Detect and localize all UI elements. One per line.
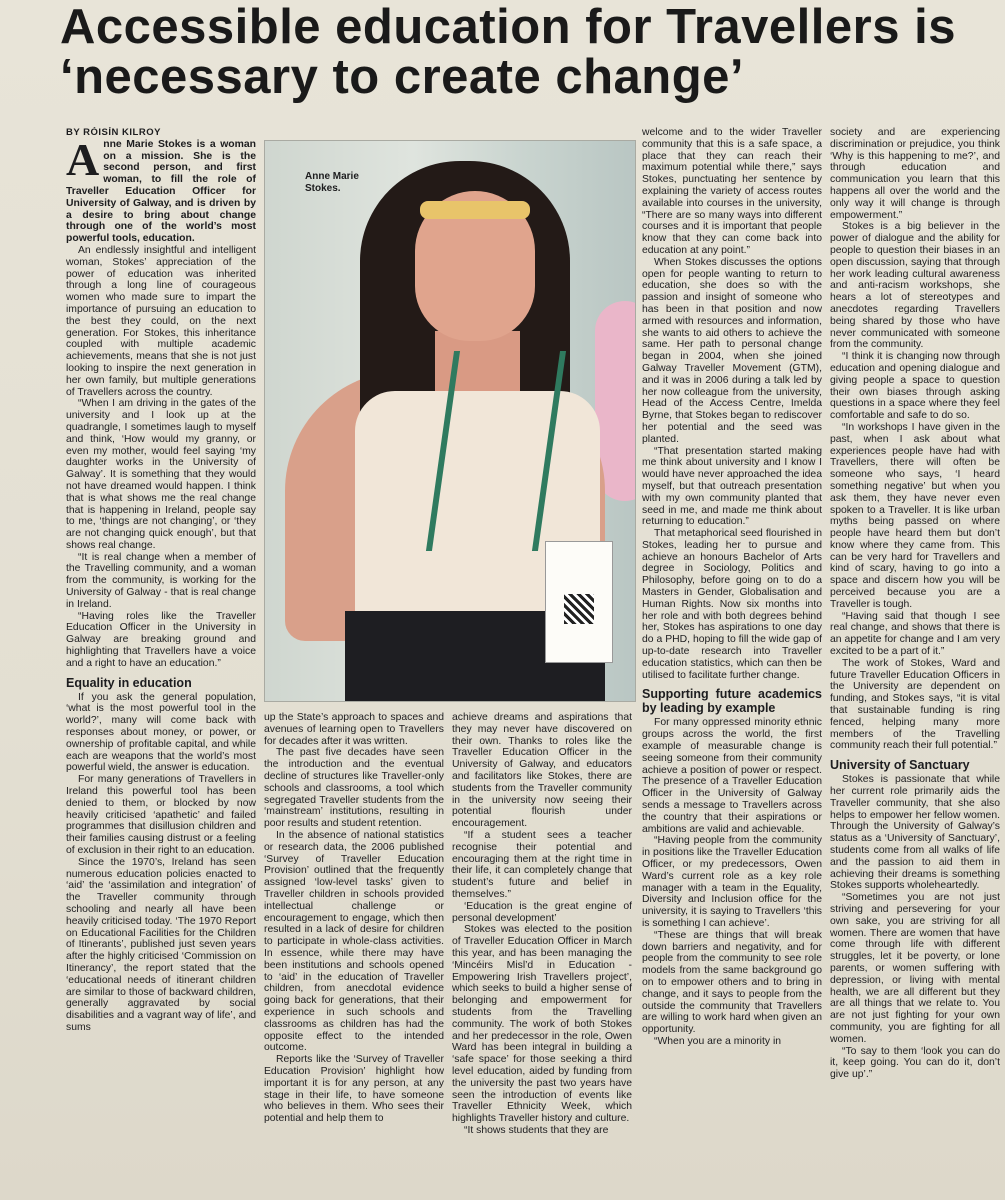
paragraph: “It is real change when a member of the Travelling community, and a woman from the community, is working for the University of Galway - that is real change in Ireland. <box>66 551 256 610</box>
lede-text: nne Marie Stokes is a woman on a mission. She is the second person, and first woman, to fill the role of Traveller Education Officer for University of Galway, and is driven by a desire to bring about change through one of the world’s most powerful tools, education. <box>66 138 256 245</box>
column-4 <box>830 127 1000 1195</box>
paragraph: society and are experiencing discrimination or prejudice, you think ‘Why is this happening to me?’, and through education and communication you learn that this happens all over the world and the only way it will change is through empowerment.” <box>830 127 1000 221</box>
paragraph: Reports like the ‘Survey of Traveller Education Provision’ highlight how important it is for any person, at any stage in their life, to have someone who believes in them. Who sees their potential and help them to <box>264 1054 444 1125</box>
paragraph: welcome and to the wider Traveller community that this is a safe space, a place that they can reach their maximum potential while there,” says Stokes, punctuating her sentence by explaining the variety of access routes available into courses in the university, “There are so many ways into different courses and it is important that people know that they can come back into education at any point.” <box>642 127 822 256</box>
paragraph: For many generations of Travellers in Ireland this powerful tool has been denied to them, or blocked by now heavily criticised ‘apathetic’ and failed programmes that disillusion children and their families causing distrust or a feeling of exclusion in their right to an education. <box>66 774 256 857</box>
qr-code-icon <box>564 594 594 624</box>
paragraph: ‘Education is the great engine of personal development’ <box>452 900 632 924</box>
paragraph: up the State’s approach to spaces and avenues of learning open to Travellers for decades after it was written. <box>264 712 444 747</box>
paragraph: Stokes is a big believer in the power of dialogue and the ability for people to question their biases in an open discussion, saying that through her work leading cultural awareness and anti-racism workshops, she hears a lot of stereotypes and anecdotes regarding Travellers being shared by those who have never communicated with someone from the community. <box>830 221 1000 351</box>
paragraph: “Having roles like the Traveller Education Officer in the University in Galway are breaking ground and highlighting that Travellers have a voice and a right to have an education.” <box>66 610 256 669</box>
column-3a <box>452 712 632 1196</box>
paragraph: “Sometimes you are not just striving and persevering for your own sake, you are striving for all women. There are women that have come through life with different struggles, let it be poverty, or lone parents, or women suffering with depression, or living with mental health, we are all different but they are all things that we relate to. You are not just fighting for your own community, you are fighting for all women. <box>830 892 1000 1045</box>
headline: Accessible education for Travellers is ‘necessary to create change’ <box>60 0 956 104</box>
paragraph: “I think it is changing now through education and opening dialogue and giving people a space to question their own biases through asking questions in a space where they feel comfortable and safe to do so. <box>830 351 1000 422</box>
column-2 <box>264 712 444 1196</box>
paragraph: An endlessly insightful and intelligent woman, Stokes’ appreciation of the power of education was inherited through a long line of courageous women who made sure to impart the importance of pursuing an education to the best they could, on the next generation. For Stokes, this inheritance coupled with multiple academic achievements, means that she is not just looking to inspire the next generation in her own family, but multiple generations of Travellers across the country. <box>66 244 256 398</box>
paragraph: The work of Stokes, Ward and future Traveller Education Officers in the University are dependent on funding, and Stokes says, “it is vital that sustainable funding is ring fenced, helping many more members of the Travelling community reach their full potential.” <box>830 657 1000 752</box>
paragraph: When Stokes discusses the options open for people wanting to return to education, she does so with the passion and insight of someone who has been in that position and now armed with resources and information, she wants to aid others to achieve the same. Her path to personal change began in 2004, when she joined Galway Traveller Movement (GTM), and it was in 2006 during a talk led by her now colleague from the university, Head of the Access Centre, Imelda Byrne, that Stokes began to rediscover her potential and the seed was planted. <box>642 256 822 445</box>
name-badge <box>545 541 613 663</box>
byline: BY RÓISÍN KILROY <box>66 127 161 138</box>
subheading-supporting: Supporting future academics by leading by example <box>642 687 822 716</box>
column-3 <box>642 127 822 1195</box>
paragraph: In the absence of national statistics or research data, the 2006 published ‘Survey of Traveller Education Provision’ outlined that the frequently assigned ‘low-level tasks’ given to Traveller children in schools provided intellectual challenge or encouragement to engage, which then resulted in a lack of desire for children to participate in whole-class activities. In essence, while there may have been institutions and schools opened to ‘aid’ in the education of Traveller children, from anecdotal evidence going back for generations, that their experience in such schools and classrooms as children has had the opposite effect to the intended outcome. <box>264 829 444 1054</box>
paragraph: “These are things that will break down barriers and negativity, and for people from the community to see role models from the same background go on to empower others and to bring in change, and it says to people from the outside the community that Travellers are willing to work hard when given an opportunity. <box>642 929 822 1036</box>
headband <box>420 201 530 219</box>
paragraph: achieve dreams and aspirations that they may never have discovered on their own. Thanks to roles like the Traveller Education Officer in the University of Galway, and educators and facilitators like Stokes, there are students from the Traveller community in the university now seeing their potential flourish under encouragement. <box>452 712 632 830</box>
drop-cap: A <box>66 133 100 185</box>
paragraph: For many oppressed minority ethnic groups across the world, the first example of measurable change is seeing someone from their community achieve a position of power or respect. The presence of a Traveller Education Officer in the University of Galway sends a message to Travellers across the country that their aspirations or ambitions are valid and achievable. <box>642 717 822 835</box>
paragraph: “When you are a minority in <box>654 1035 782 1047</box>
subheading-equality: Equality in education <box>66 675 192 690</box>
paragraph: Stokes was elected to the position of Traveller Education Officer in March this year, and has been managing the ‘Mincéirs Misl’d in Education - Empowering Irish Travellers project’, which seeks to build a higher sense of belonging and empowerment for students from the Travelling community. The work of both Stokes and her predecessor in the role, Owen Ward has been integral in building a ‘safe space’ for those seeking a third level education, aided by funding from the university the past two years have seen the introduction of events like Traveller Ethnicity Week, which highlights Traveller history and culture. <box>452 924 632 1125</box>
paragraph: “In workshops I have given in the past, when I ask about what experiences people have had with Travellers, there will often be someone who says, ‘I heard something negative’ but when you ask them, they have never even spoken to a Traveller. It is like urban myths being passed on where people have heard them but don’t know where they came from. This can be very hard for Travellers and kind of scary, having to go into a space and discern how you will be perceived because you are a Traveller is tough. <box>830 421 1000 610</box>
paragraph: “Having said that though I see real change, and shows that there is an appetite for change and I am very excited to be a part of it.” <box>830 610 1000 658</box>
subheading-sanctuary: University of Sanctuary <box>830 758 970 773</box>
paragraph: That metaphorical seed flourished in Stokes, leading her to pursue and achieve an honours Bachelor of Arts degree in Sociology, Politics and Philosophy, before going on to do a Masters in Gender, Globalisation and Human Rights. Now six months into her role and with both degrees behind her, Stokes has aspirations to one day do a PHD, hoping to fill the wide gap of up-to-date research into Traveller education statistics, which can then be utilised to facilitate further change. <box>642 528 822 681</box>
column-1 <box>66 127 256 1195</box>
paragraph: Stokes is passionate that while her current role primarily aids the Traveller community, that she also helps to empower her fellow women. Through the University of Galway’s status as a ‘University of Sanctuary’, students come from all walks of life and the passion to aid them in achieving their dreams is something Stokes supports wholeheartedly. <box>830 774 1000 892</box>
portrait-photo <box>264 140 636 702</box>
paragraph: “Having people from the community in positions like the Traveller Education Officer, or my predecessors, Owen Ward’s current role as a key role manager with a team in the Equality, Diversity and Inclusion office for the university, it is saying to Travellers ‘this is something I can achieve’. <box>642 835 822 929</box>
photo-caption: Anne Marie Stokes. <box>305 171 359 194</box>
paragraph: “To say to them ‘look you can do it, keep going. You can do it, don’t give up’.” <box>830 1045 1000 1081</box>
paragraph: “It shows students that they are <box>464 1124 609 1136</box>
paragraph: “If a student sees a teacher recognise their potential and encouraging them at the right time in their life, it can completely change that student’s future and belief in themselves.” <box>452 829 632 900</box>
paragraph: “That presentation started making me think about university and I know I would have never approached the idea myself, but that outreach presentation with my own community planted that seed in me, and made me think about returning to education.” <box>642 445 822 528</box>
lede-paragraph <box>66 133 256 245</box>
paragraph: Since the 1970’s, Ireland has seen numerous education policies enacted to ‘aid’ the ‘assimilation and integration’ of the Traveller community through schooling and nearly all have been heavily criticised today. ‘The 1970 Report on Educational Facilities for the Children of Itinerants’, published just seven years after the highly criticised ‘Commission on Itinerancy’, the report stated that the ‘educational needs of itinerant children are similar to those of backward children, generally aggravated by social disabilities and a vagrant way of life’, and sums <box>66 856 256 1033</box>
paragraph: If you ask the general population, ‘what is the most powerful tool in the world?’, many will come back with responses about money, or power, or ownership of profitable capital, and while each are weapons that the world’s most powerful wield, the answer is education. <box>66 691 256 774</box>
paragraph: “When I am driving in the gates of the university and I look up at the quadrangle, I sometimes laugh to myself and think, ‘How would my granny, or even my mother, would feel saying ‘my daughter works in the University of Galway’. It is something that they would not have dreamed would happen. I think that is what shows me the real change that is happening in Ireland, people say to me, ‘things are not changing’, or ‘they are not changing quick enough’, but that shows real change. <box>66 398 256 551</box>
paragraph: The past five decades have seen the introduction and the eventual decline of structures like Traveller-only schools and classrooms, a tool which segregated Traveller students from the ‘mainstream’ institutions, resulting in poor results and student retention. <box>264 747 444 830</box>
